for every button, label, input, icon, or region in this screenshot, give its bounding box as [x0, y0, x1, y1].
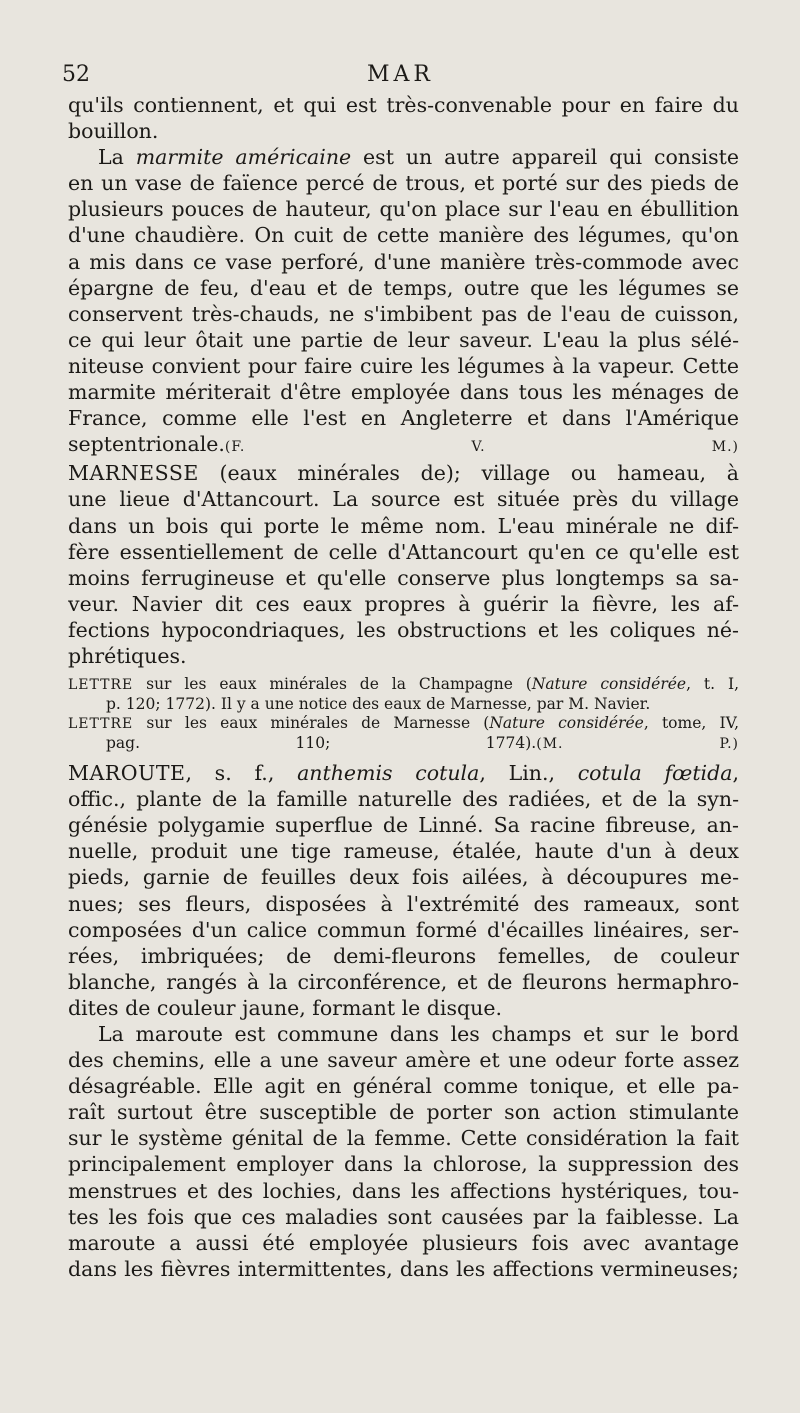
entry-first-line: MAROUTE, s. f., anthemis cotula, Lin., cotula fœtida, — [68, 761, 739, 786]
page-number: 52 — [62, 62, 90, 87]
text-line: La marmite américaine est un autre appareil qui consiste — [98, 145, 739, 170]
text-line: des chemins, elle a une saveur amère et une odeur forte assez — [68, 1048, 739, 1073]
text-line: moins ferrugineuse et qu'elle conserve plus longtemps sa sa- — [68, 565, 739, 590]
entry-first-line: MARNESSE (eaux minérales de); village ou hameau, à — [68, 461, 739, 486]
page-header — [62, 62, 742, 92]
text-line: pieds, garnie de feuilles deux fois ailées, à découpures me- — [68, 865, 739, 890]
text-line: a mis dans ce vase perforé, d'une manière très-commode avec — [68, 249, 739, 274]
text-line: ce qui leur ôtait une partie de leur saveur. L'eau la plus sélé- — [68, 327, 739, 352]
text-line: épargne de feu, d'eau et de temps, outre que les légumes se — [68, 275, 739, 300]
text-line: menstrues et des lochies, dans les affections hystériques, tou- — [68, 1178, 739, 1203]
text-line: blanche, rangés à la circonférence, et de fleurons hermaphro- — [68, 969, 739, 994]
text-line: qu'ils contiennent, et qui est très-convenable pour en faire du — [68, 93, 739, 117]
text-line: La maroute est commune dans les champs et sur le bord — [98, 1022, 739, 1046]
text-line: nuelle, produit une tige rameuse, étalée, haute d'un à deux — [68, 839, 739, 864]
text-line: veur. Navier dit ces eaux propres à guérir la fièvre, les af- — [68, 591, 739, 616]
author-signature: (F. V. M.) — [224, 439, 739, 456]
text-line: d'une chaudière. On cuit de cette manière des légumes, qu'on — [68, 223, 739, 248]
text-line: bouillon. — [68, 119, 159, 144]
bibliography-note-cont: p. 120; 1772). Il y a une notice des eaux de Marnesse, par M. Navier. — [106, 695, 651, 714]
text-line: dites de couleur jaune, formant le disque. — [68, 995, 502, 1020]
bibliography-note: LETTRE sur les eaux minérales de Marnesse (Nature considérée, tome, IV, — [68, 714, 739, 733]
text-line: phrétiques. — [68, 643, 187, 668]
entry-headword: MARNESSE — [68, 461, 199, 486]
text-line: sur le système génital de la femme. Cette considération la fait — [68, 1126, 739, 1151]
text-line: niteuse convient pour faire cuire les légumes à la vapeur. Cette — [68, 353, 739, 378]
text-line: raît surtout être susceptible de porter son action stimulante — [68, 1100, 739, 1125]
text-line: désagréable. Elle agit en général comme tonique, et elle pa- — [68, 1074, 739, 1099]
text-line: marmite mériterait d'être employée dans tous les ménages de — [68, 380, 739, 405]
author-signature: (M. P.) — [536, 736, 739, 753]
text-line: nues; ses fleurs, disposées à l'extrémité des rameaux, sont — [68, 891, 739, 916]
text-line: offic., plante de la famille naturelle des radiées, et de la syn- — [68, 787, 739, 812]
page-body — [68, 92, 739, 1282]
text-line: dans un bois qui porte le même nom. L'eau minérale ne dif- — [68, 513, 739, 538]
text-line: conservent très-chauds, ne s'imbibent pas de l'eau de cuisson, — [68, 301, 739, 326]
running-title: MAR — [367, 62, 434, 87]
text-line: septentrionale.(F. V. M.) — [68, 432, 739, 457]
text-line: tes les fois que ces maladies sont causées par la faiblesse. La — [68, 1204, 739, 1229]
text-line: composées d'un calice commun formé d'écailles linéaires, ser- — [68, 917, 739, 942]
text-line: fère essentiellement de celle d'Attancourt qu'en ce qu'elle est — [68, 539, 739, 564]
text-line: maroute a aussi été employée plusieurs fois avec avantage — [68, 1230, 739, 1255]
text-line: fections hypocondriaques, les obstructions et les coliques né- — [68, 617, 739, 642]
entry-headword: MAROUTE — [68, 761, 186, 786]
text-line: en un vase de faïence percé de trous, et porté sur des pieds de — [68, 171, 739, 196]
text-line: plusieurs pouces de hauteur, qu'on place sur l'eau en ébullition — [68, 197, 739, 222]
bibliography-note-cont: pag. 110; 1774).(M. P.) — [106, 734, 739, 753]
text-line: génésie polygamie superflue de Linné. Sa racine fibreuse, an- — [68, 813, 739, 838]
bibliography-note: LETTRE sur les eaux minérales de la Champagne (Nature considérée, t. I, — [68, 675, 739, 694]
text-line: une lieue d'Attancourt. La source est située près du village — [68, 487, 739, 512]
text-line: rées, imbriquées; de demi-fleurons femelles, de couleur — [68, 943, 739, 968]
text-line: France, comme elle l'est en Angleterre et dans l'Amérique — [68, 406, 739, 431]
text-line: principalement employer dans la chlorose, la suppression des — [68, 1152, 739, 1177]
italic-term: marmite américaine — [135, 145, 352, 170]
text-line: dans les fièvres intermittentes, dans les affections vermineuses; — [68, 1256, 739, 1281]
